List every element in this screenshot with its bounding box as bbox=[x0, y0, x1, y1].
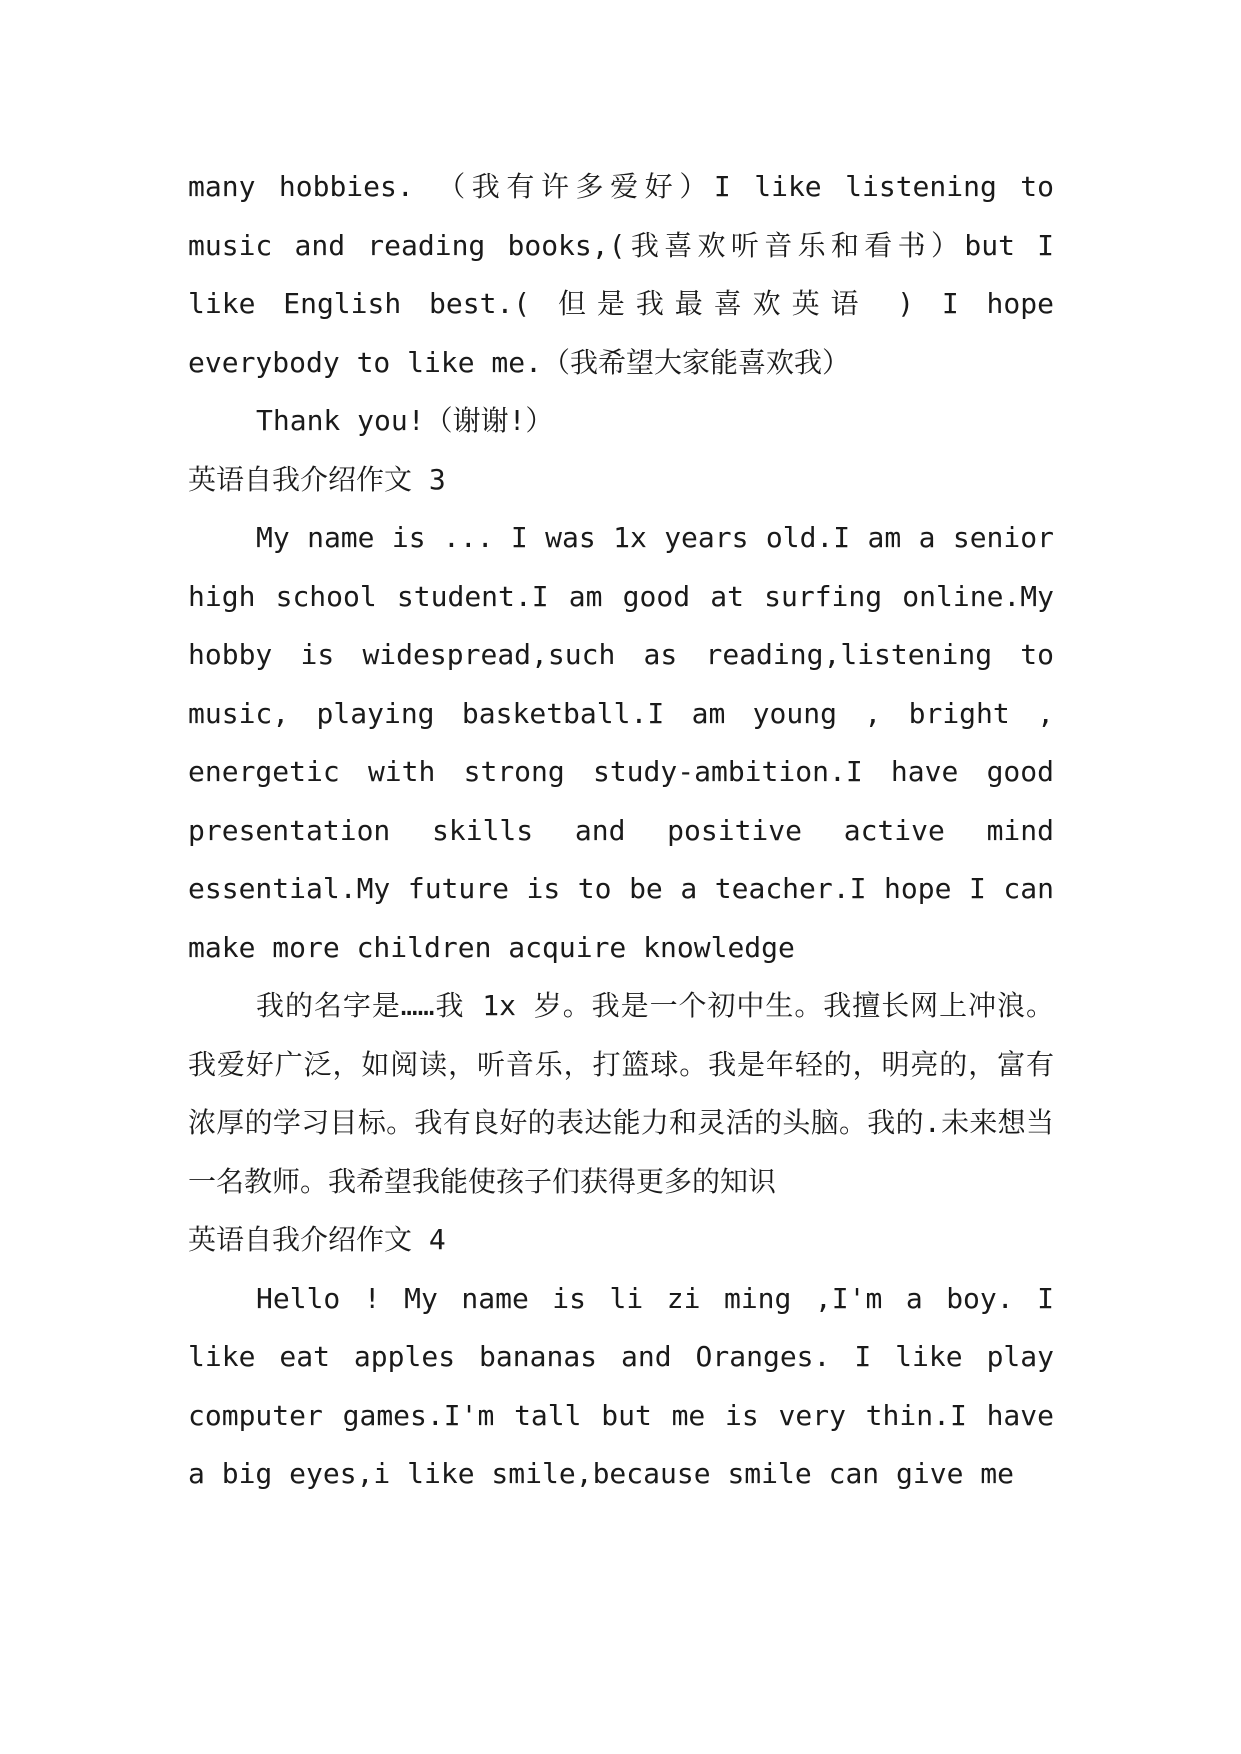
paragraph-essay-3-english: My name is ... I was 1x years old.I am a senior high school student.I am good at surfing online.My hobby is widespread,such as reading,listening to music, playing basketball.I am young , bright , energetic with strong study-ambition.I have good presentation skills and positive active mind essential.My future is to be a teacher.I hope I can make more children acquire knowledge bbox=[188, 521, 1054, 964]
section-heading-essay-4: 英语自我介绍作文 4 bbox=[188, 1223, 446, 1256]
paragraph-essay-3-chinese: 我的名字是……我 1x 岁。我是一个初中生。我擅长网上冲浪。我爱好广泛，如阅读，听音乐，打篮球。我是年轻的，明亮的，富有浓厚的学习目标。我有良好的表达能力和灵活的头脑。我的.未来想当一名教师。我希望我能使孩子们获得更多的知识 bbox=[188, 989, 1054, 1198]
paragraph-hobbies: many hobbies. （我有许多爱好）I like listening to music and reading books,(我喜欢听音乐和看书）but I like English best.( 但是我最喜欢英语 ) I hope everybody to like me.（我希望大家能喜欢我） bbox=[188, 170, 1054, 379]
document-body bbox=[188, 158, 1054, 1504]
section-heading-essay-3: 英语自我介绍作文 3 bbox=[188, 462, 446, 496]
paragraph-essay-4-english: Hello ! My name is li zi ming ,I'm a boy. I like eat apples bananas and Oranges. I like play computer games.I'm tall but me is very thin.I have a big eyes,i like smile,because smile can give me bbox=[188, 1281, 1054, 1490]
paragraph-thank-you: Thank you!（谢谢!） bbox=[256, 404, 554, 437]
